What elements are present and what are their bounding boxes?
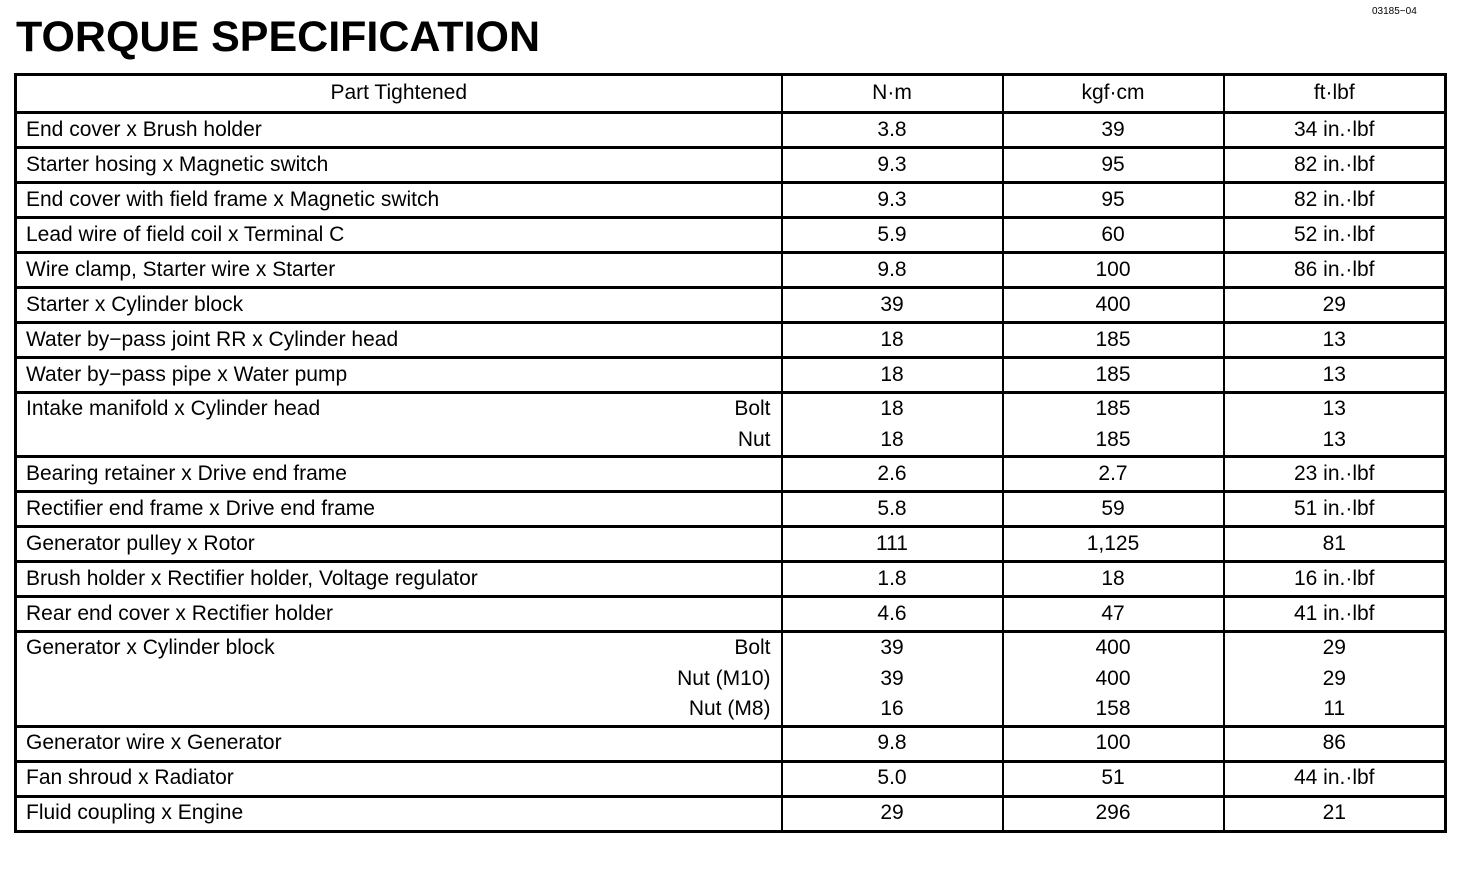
torque-ft-lbf-cell xyxy=(1224,183,1446,218)
fastener-type: Bolt xyxy=(734,397,771,420)
table-row xyxy=(16,288,1446,323)
torque-ft-lbf-value: 13 xyxy=(1322,327,1346,351)
torque-kgf-cm-value: 1,125 xyxy=(1086,531,1140,555)
torque-nm-cell xyxy=(782,288,1003,323)
torque-ft-lbf-value: 29 xyxy=(1322,666,1346,690)
torque-nm-cell xyxy=(782,726,1003,761)
table-row xyxy=(16,562,1446,597)
table-row xyxy=(16,527,1446,562)
torque-nm-cell xyxy=(782,527,1003,562)
torque-kgf-cm-cell xyxy=(1003,492,1224,527)
torque-kgf-cm-value: 158 xyxy=(1095,697,1131,720)
torque-kgf-cm-value: 296 xyxy=(1095,801,1131,825)
torque-kgf-cm-cell xyxy=(1003,632,1224,727)
column-header-kgf-cm: kgf·cm xyxy=(1003,75,1224,113)
part-name: End cover x Brush holder xyxy=(26,117,262,141)
torque-kgf-cm-value: 47 xyxy=(1101,601,1125,625)
part-tightened-cell xyxy=(16,796,782,831)
fastener-type: Nut (M10) xyxy=(677,666,771,690)
part-tightened-cell xyxy=(16,358,782,393)
torque-ft-lbf-value: 21 xyxy=(1322,801,1346,825)
torque-ft-lbf-value: 13 xyxy=(1322,427,1346,451)
torque-ft-lbf-value: 86 in.·lbf xyxy=(1293,257,1375,281)
torque-nm-value: 18 xyxy=(880,427,904,451)
torque-kgf-cm-value: 185 xyxy=(1095,362,1131,386)
torque-nm-cell xyxy=(782,562,1003,597)
torque-nm-value: 9.8 xyxy=(877,731,907,755)
part-name: Water by−pass joint RR x Cylinder head xyxy=(26,327,399,351)
torque-nm-cell xyxy=(782,113,1003,148)
part-tightened-cell xyxy=(16,393,782,457)
torque-ft-lbf-value: 41 in.·lbf xyxy=(1293,601,1375,625)
part-tightened-cell xyxy=(16,113,782,148)
table-header-row xyxy=(16,75,1446,113)
fastener-type: Bolt xyxy=(734,636,771,659)
torque-nm-cell xyxy=(782,457,1003,492)
part-name: Lead wire of field coil x Terminal C xyxy=(26,222,345,246)
torque-kgf-cm-cell xyxy=(1003,597,1224,632)
torque-ft-lbf-value: 29 xyxy=(1322,292,1346,316)
torque-kgf-cm-value: 100 xyxy=(1095,257,1131,281)
torque-ft-lbf-value: 51 in.·lbf xyxy=(1293,496,1375,520)
table-row xyxy=(16,218,1446,253)
torque-ft-lbf-cell xyxy=(1224,597,1446,632)
fastener-type: Nut (M8) xyxy=(688,697,771,720)
torque-kgf-cm-cell xyxy=(1003,218,1224,253)
torque-nm-cell xyxy=(782,796,1003,831)
table-row xyxy=(16,393,1446,457)
torque-kgf-cm-cell xyxy=(1003,527,1224,562)
part-name: Starter hosing x Magnetic switch xyxy=(26,152,329,176)
table-row xyxy=(16,358,1446,393)
table-row xyxy=(16,253,1446,288)
torque-ft-lbf-cell xyxy=(1224,253,1446,288)
torque-ft-lbf-value: 23 in.·lbf xyxy=(1293,461,1375,485)
torque-nm-value: 5.0 xyxy=(877,766,907,790)
part-name: Brush holder x Rectifier holder, Voltage regulator xyxy=(26,566,478,590)
part-name: Rectifier end frame x Drive end frame xyxy=(26,496,375,520)
torque-kgf-cm-cell xyxy=(1003,796,1224,831)
part-name: Generator pulley x Rotor xyxy=(26,531,255,555)
part-tightened-cell xyxy=(16,492,782,527)
torque-kgf-cm-value: 51 xyxy=(1101,766,1125,790)
column-header-part-tightened: Part Tightened xyxy=(16,75,782,113)
torque-kgf-cm-cell xyxy=(1003,457,1224,492)
torque-nm-cell xyxy=(782,183,1003,218)
torque-nm-value: 39 xyxy=(880,636,904,659)
torque-kgf-cm-value: 100 xyxy=(1095,731,1131,755)
torque-ft-lbf-cell xyxy=(1224,113,1446,148)
torque-nm-value: 5.8 xyxy=(877,496,907,520)
torque-nm-cell xyxy=(782,761,1003,796)
torque-ft-lbf-value: 13 xyxy=(1322,362,1346,386)
table-row xyxy=(16,597,1446,632)
torque-ft-lbf-cell xyxy=(1224,527,1446,562)
torque-ft-lbf-cell xyxy=(1224,323,1446,358)
table-row xyxy=(16,632,1446,727)
torque-kgf-cm-value: 60 xyxy=(1101,222,1125,246)
torque-ft-lbf-value: 16 in.·lbf xyxy=(1293,566,1375,590)
table-row xyxy=(16,148,1446,183)
torque-ft-lbf-cell xyxy=(1224,457,1446,492)
torque-kgf-cm-value: 400 xyxy=(1095,292,1131,316)
part-name: Generator x Cylinder block xyxy=(26,636,275,659)
torque-kgf-cm-value: 59 xyxy=(1101,496,1125,520)
torque-ft-lbf-cell xyxy=(1224,726,1446,761)
torque-ft-lbf-cell xyxy=(1224,796,1446,831)
torque-nm-value: 3.8 xyxy=(877,117,907,141)
table-row xyxy=(16,726,1446,761)
part-name: Water by−pass pipe x Water pump xyxy=(26,362,348,386)
part-tightened-cell xyxy=(16,148,782,183)
part-tightened-cell xyxy=(16,562,782,597)
torque-kgf-cm-value: 18 xyxy=(1101,566,1125,590)
part-tightened-cell xyxy=(16,288,782,323)
torque-kgf-cm-cell xyxy=(1003,393,1224,457)
torque-ft-lbf-cell xyxy=(1224,761,1446,796)
torque-ft-lbf-value: 44 in.·lbf xyxy=(1293,766,1375,790)
torque-nm-cell xyxy=(782,148,1003,183)
part-tightened-cell xyxy=(16,726,782,761)
column-header-ft-lbf: ft·lbf xyxy=(1224,75,1446,113)
torque-nm-value: 9.3 xyxy=(877,152,907,176)
torque-kgf-cm-value: 185 xyxy=(1095,397,1131,420)
torque-kgf-cm-cell xyxy=(1003,113,1224,148)
torque-nm-value: 4.6 xyxy=(877,601,907,625)
part-tightened-cell xyxy=(16,183,782,218)
torque-kgf-cm-value: 95 xyxy=(1101,152,1125,176)
torque-ft-lbf-value: 81 xyxy=(1322,531,1346,555)
torque-nm-value: 111 xyxy=(876,531,908,555)
torque-nm-value: 16 xyxy=(880,697,904,720)
torque-nm-value: 29 xyxy=(880,801,904,825)
torque-ft-lbf-cell xyxy=(1224,632,1446,727)
torque-kgf-cm-cell xyxy=(1003,761,1224,796)
part-tightened-cell xyxy=(16,253,782,288)
table-row xyxy=(16,183,1446,218)
column-header-newton-meter: N·m xyxy=(782,75,1003,113)
torque-kgf-cm-cell xyxy=(1003,253,1224,288)
torque-ft-lbf-value: 34 in.·lbf xyxy=(1293,117,1375,141)
table-row xyxy=(16,492,1446,527)
torque-ft-lbf-cell xyxy=(1224,393,1446,457)
torque-kgf-cm-value: 185 xyxy=(1095,427,1131,451)
torque-ft-lbf-value: 11 xyxy=(1323,697,1346,720)
table-row xyxy=(16,796,1446,831)
torque-ft-lbf-cell xyxy=(1224,288,1446,323)
torque-ft-lbf-value: 82 in.·lbf xyxy=(1293,187,1375,211)
part-name: Wire clamp, Starter wire x Starter xyxy=(26,257,336,281)
page-title: TORQUE SPECIFICATION xyxy=(16,13,540,61)
torque-nm-value: 18 xyxy=(880,327,904,351)
torque-kgf-cm-value: 400 xyxy=(1095,666,1131,690)
document-code: 03185−04 xyxy=(1372,6,1417,17)
torque-ft-lbf-value: 82 in.·lbf xyxy=(1293,152,1375,176)
torque-ft-lbf-cell xyxy=(1224,358,1446,393)
table-row xyxy=(16,761,1446,796)
torque-ft-lbf-value: 52 in.·lbf xyxy=(1293,222,1375,246)
torque-kgf-cm-value: 185 xyxy=(1095,327,1131,351)
part-tightened-cell xyxy=(16,218,782,253)
torque-kgf-cm-value: 39 xyxy=(1101,117,1125,141)
torque-ft-lbf-cell xyxy=(1224,492,1446,527)
torque-kgf-cm-cell xyxy=(1003,148,1224,183)
torque-nm-cell xyxy=(782,358,1003,393)
torque-nm-cell xyxy=(782,632,1003,727)
table-body xyxy=(16,113,1446,832)
torque-nm-cell xyxy=(782,492,1003,527)
torque-kgf-cm-value: 95 xyxy=(1101,187,1125,211)
part-name: End cover with field frame x Magnetic switch xyxy=(26,187,440,211)
fastener-type: Nut xyxy=(737,427,771,451)
torque-nm-cell xyxy=(782,597,1003,632)
torque-kgf-cm-cell xyxy=(1003,183,1224,218)
torque-nm-value: 39 xyxy=(880,292,904,316)
part-name: Generator wire x Generator xyxy=(26,731,282,755)
part-name: Intake manifold x Cylinder head xyxy=(26,397,321,420)
torque-ft-lbf-cell xyxy=(1224,148,1446,183)
torque-nm-value: 2.6 xyxy=(877,461,907,485)
torque-kgf-cm-cell xyxy=(1003,288,1224,323)
torque-ft-lbf-value: 29 xyxy=(1322,636,1346,659)
part-name: Fluid coupling x Engine xyxy=(26,801,244,825)
torque-nm-cell xyxy=(782,393,1003,457)
part-name: Starter x Cylinder block xyxy=(26,292,244,316)
torque-nm-value: 5.9 xyxy=(877,222,907,246)
torque-nm-value: 18 xyxy=(880,362,904,386)
torque-kgf-cm-value: 2.7 xyxy=(1098,461,1128,485)
torque-ft-lbf-cell xyxy=(1224,218,1446,253)
torque-kgf-cm-value: 400 xyxy=(1095,636,1131,659)
torque-nm-value: 39 xyxy=(880,666,904,690)
part-tightened-cell xyxy=(16,597,782,632)
table-row xyxy=(16,113,1446,148)
torque-nm-value: 18 xyxy=(880,397,904,420)
part-tightened-cell xyxy=(16,323,782,358)
torque-kgf-cm-cell xyxy=(1003,562,1224,597)
torque-kgf-cm-cell xyxy=(1003,323,1224,358)
torque-nm-value: 1.8 xyxy=(877,566,907,590)
torque-nm-value: 9.8 xyxy=(877,257,907,281)
part-name: Fan shroud x Radiator xyxy=(26,766,234,790)
torque-nm-value: 9.3 xyxy=(877,187,907,211)
torque-ft-lbf-value: 13 xyxy=(1322,397,1346,420)
part-name: Rear end cover x Rectifier holder xyxy=(26,601,333,625)
part-tightened-cell xyxy=(16,527,782,562)
table-row xyxy=(16,323,1446,358)
torque-nm-cell xyxy=(782,323,1003,358)
torque-specification-table xyxy=(14,73,1447,833)
torque-nm-cell xyxy=(782,218,1003,253)
part-tightened-cell xyxy=(16,457,782,492)
part-tightened-cell xyxy=(16,761,782,796)
torque-kgf-cm-cell xyxy=(1003,726,1224,761)
torque-ft-lbf-cell xyxy=(1224,562,1446,597)
table-row xyxy=(16,457,1446,492)
torque-nm-cell xyxy=(782,253,1003,288)
part-tightened-cell xyxy=(16,632,782,727)
part-name: Bearing retainer x Drive end frame xyxy=(26,461,347,485)
torque-ft-lbf-value: 86 xyxy=(1322,731,1346,755)
torque-kgf-cm-cell xyxy=(1003,358,1224,393)
